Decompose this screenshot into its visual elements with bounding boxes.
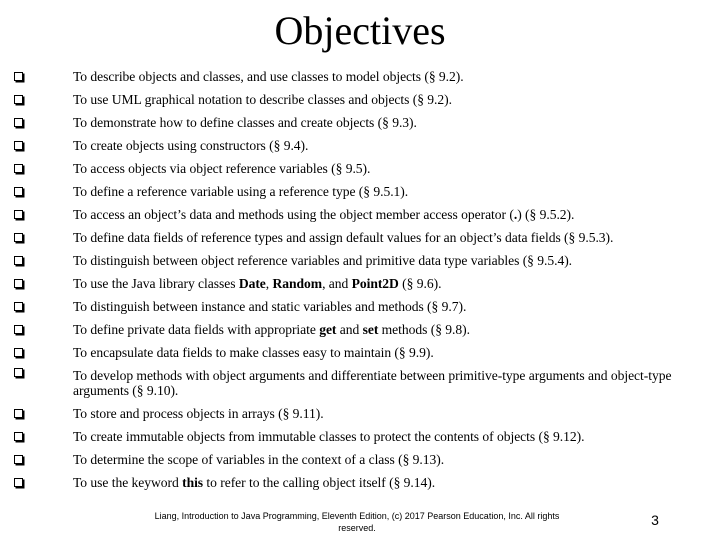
- objective-item: [14, 157, 682, 180]
- objective-item: [14, 111, 682, 134]
- objective-text: [73, 138, 308, 153]
- objective-text: [73, 345, 434, 360]
- checkbox-bullet-icon: [14, 72, 23, 81]
- checkbox-bullet-icon: [14, 141, 23, 150]
- objective-text: [73, 475, 435, 490]
- text-segment: To demonstrate how to define classes and create objects (§ 9.3).: [73, 115, 417, 130]
- checkbox-bullet-icon: [14, 256, 23, 265]
- bold-term: Point2D: [351, 276, 399, 291]
- text-segment: To define a reference variable using a reference type (§ 9.5.1).: [73, 184, 409, 199]
- text-segment: To determine the scope of variables in the context of a class (§ 9.13).: [73, 452, 445, 467]
- checkbox-bullet-icon: [14, 325, 23, 334]
- bold-term: set: [362, 322, 379, 337]
- objective-item: [14, 88, 682, 111]
- page-number: 3: [651, 512, 659, 528]
- text-segment: To create immutable objects from immutable classes to protect the contents of objects (§ 9.12).: [73, 429, 585, 444]
- bold-term: this: [182, 475, 204, 490]
- objective-text: [73, 368, 671, 398]
- objective-item: [14, 203, 682, 226]
- checkbox-bullet-icon: [14, 348, 23, 357]
- text-segment: and: [336, 322, 363, 337]
- text-segment: To use UML graphical notation to describe classes and objects (§ 9.2).: [73, 92, 452, 107]
- objective-text: [73, 299, 466, 314]
- objective-text: [73, 322, 470, 337]
- objective-text: [73, 69, 464, 84]
- text-segment: To define data fields of reference types and assign default values for an object’s data fields (§ 9.5.3).: [73, 230, 614, 245]
- checkbox-bullet-icon: [14, 233, 23, 242]
- checkbox-bullet-icon: [14, 302, 23, 311]
- checkbox-bullet-icon: [14, 478, 23, 487]
- text-segment: To develop methods with object arguments and differentiate between primitive-type arguments and object-type arguments (§ 9.10).: [73, 368, 672, 398]
- objective-item: [14, 249, 682, 272]
- checkbox-bullet-icon: [14, 187, 23, 196]
- objective-text: [73, 230, 613, 245]
- text-segment: To describe objects and classes, and use classes to model objects (§ 9.2).: [73, 69, 464, 84]
- objective-text: [73, 253, 572, 268]
- objective-item: [14, 180, 682, 203]
- checkbox-bullet-icon: [14, 118, 23, 127]
- text-segment: ) (§ 9.5.2).: [517, 207, 575, 222]
- text-segment: To encapsulate data fields to make classes easy to maintain (§ 9.9).: [73, 345, 434, 360]
- text-segment: To access objects via object reference variables (§ 9.5).: [73, 161, 371, 176]
- checkbox-bullet-icon: [14, 95, 23, 104]
- text-segment: To distinguish between instance and static variables and methods (§ 9.7).: [73, 299, 467, 314]
- objective-item: [14, 402, 682, 425]
- objective-text: [73, 161, 370, 176]
- text-segment: To define private data fields with appropriate: [73, 322, 320, 337]
- objectives-list: [14, 65, 682, 494]
- objective-item: [14, 65, 682, 88]
- slide-title: Objectives: [274, 8, 446, 53]
- checkbox-bullet-icon: [14, 279, 23, 288]
- text-segment: ,: [265, 276, 273, 291]
- checkbox-bullet-icon: [14, 409, 23, 418]
- text-segment: to refer to the calling object itself (§ 9.14).: [203, 475, 436, 490]
- objective-item: [14, 471, 682, 494]
- text-segment: , and: [322, 276, 352, 291]
- checkbox-bullet-icon: [14, 210, 23, 219]
- text-segment: To use the keyword: [73, 475, 183, 490]
- text-segment: To distinguish between object reference variables and primitive data type variables (§ 9.5.4).: [73, 253, 573, 268]
- text-segment: To use the Java library classes: [73, 276, 239, 291]
- objective-text: [73, 115, 417, 130]
- checkbox-bullet-icon: [14, 455, 23, 464]
- objective-item: [14, 295, 682, 318]
- objective-text: [73, 406, 324, 421]
- objective-item: [14, 226, 682, 249]
- objective-text: [73, 429, 584, 444]
- bold-term: Date: [238, 276, 266, 291]
- objective-item: [14, 318, 682, 341]
- objective-text: [73, 207, 574, 222]
- text-segment: To create objects using constructors (§ 9.4).: [73, 138, 309, 153]
- text-segment: To store and process objects in arrays (§ 9.11).: [73, 406, 324, 421]
- objective-text: [73, 276, 441, 291]
- checkbox-bullet-icon: [14, 368, 23, 377]
- objective-text: [73, 452, 444, 467]
- bold-term: get: [319, 322, 337, 337]
- objective-item: [14, 425, 682, 448]
- objective-item: [14, 448, 682, 471]
- objective-text: [73, 184, 408, 199]
- footer-copyright: Liang, Introduction to Java Programming, Eleventh Edition, (c) 2017 Pearson Education, Inc. All rights reserved.: [154, 511, 560, 533]
- text-segment: methods (§ 9.8).: [378, 322, 470, 337]
- bold-term: .: [513, 207, 518, 222]
- checkbox-bullet-icon: [14, 164, 23, 173]
- objective-item: [14, 272, 682, 295]
- objective-item: [14, 341, 682, 364]
- objective-item: [14, 364, 682, 402]
- bold-term: Random: [272, 276, 323, 291]
- objective-item: [14, 134, 682, 157]
- checkbox-bullet-icon: [14, 432, 23, 441]
- objective-text: [73, 92, 452, 107]
- text-segment: To access an object’s data and methods using the object member access operator (: [73, 207, 514, 222]
- text-segment: (§ 9.6).: [398, 276, 442, 291]
